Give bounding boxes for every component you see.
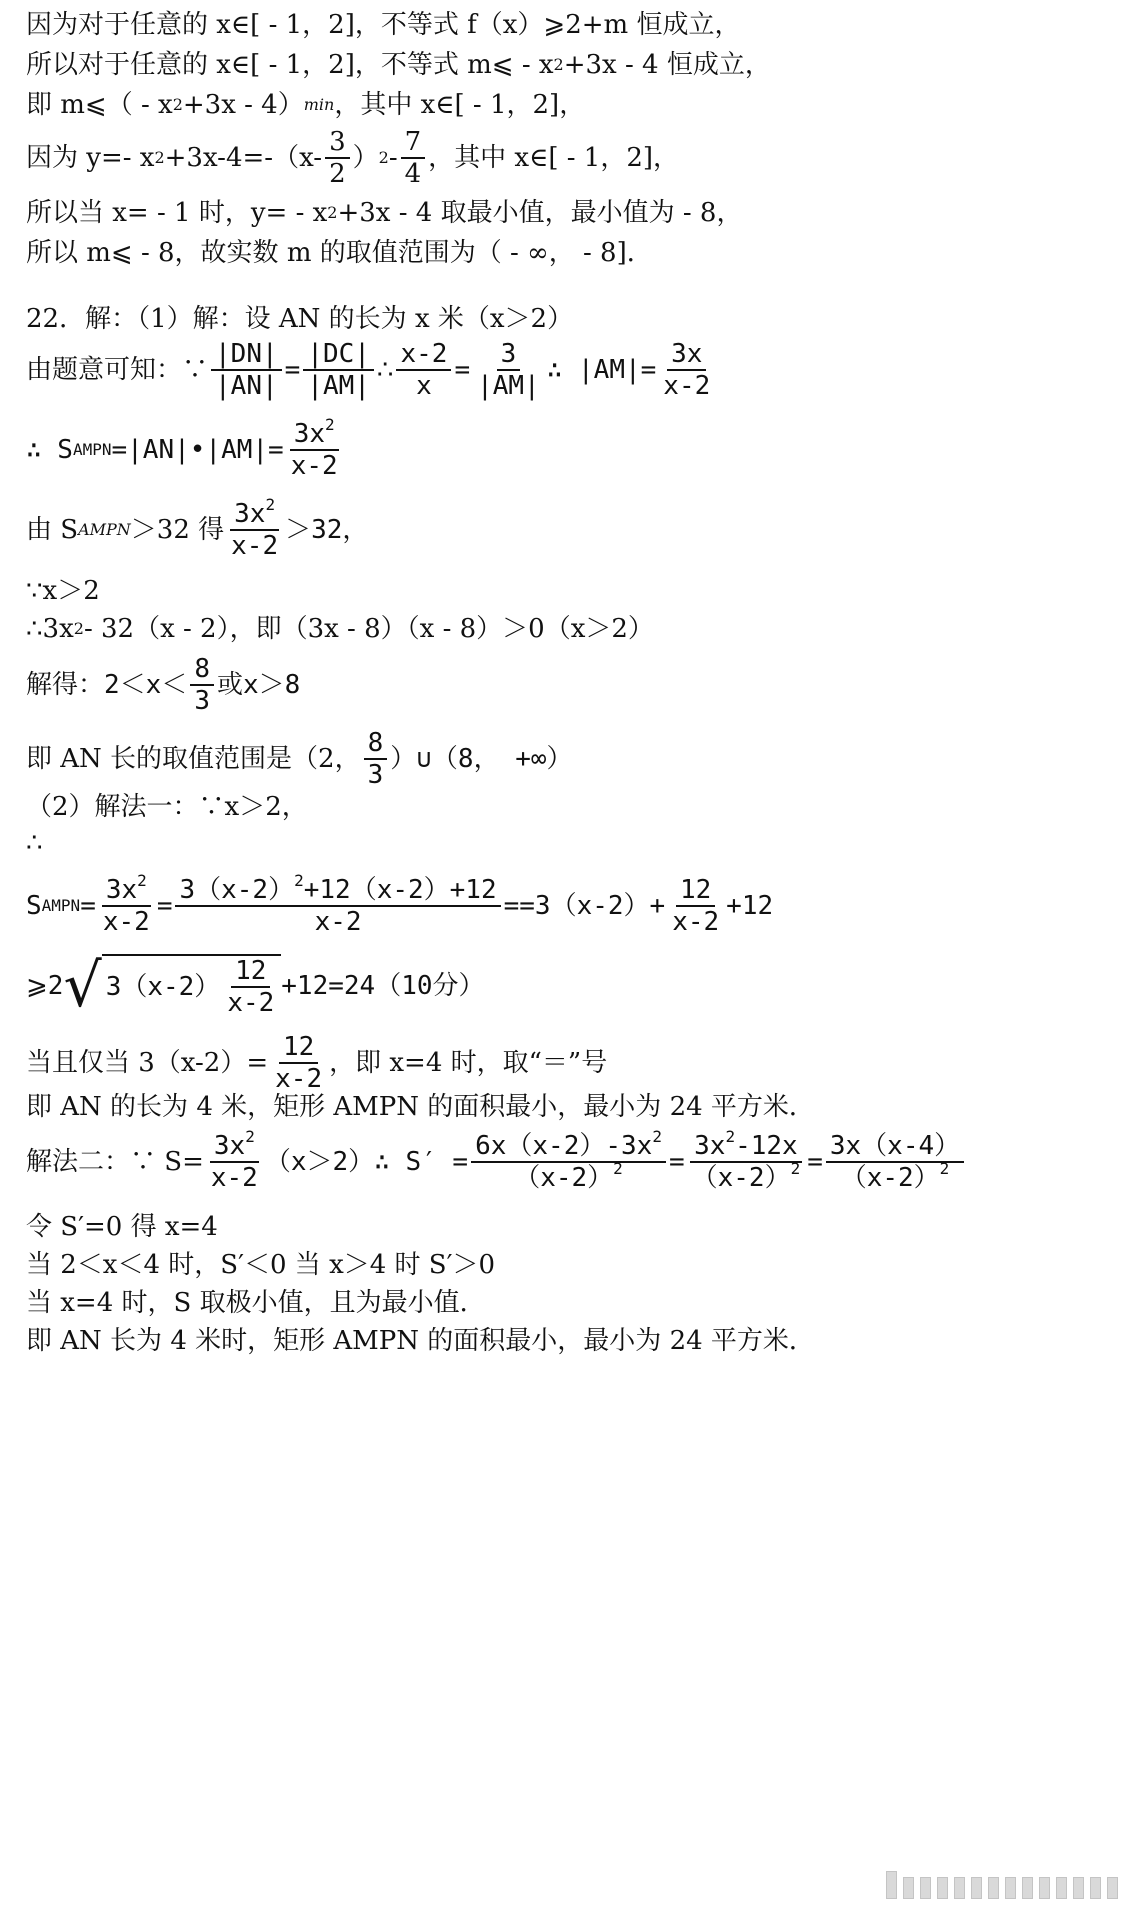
- numerator: 8: [190, 654, 214, 686]
- fraction-derivative-1: [471, 1127, 666, 1193]
- fraction-12-x2: [668, 875, 723, 937]
- text-line-18: [26, 950, 485, 1022]
- fraction-x2-x: [396, 339, 451, 401]
- text-line-13: [26, 652, 300, 718]
- line-3-text-d: ，其中 x∈[ - 1，2]，: [334, 90, 586, 120]
- fraction-3x2-x2: [99, 871, 154, 937]
- line-17-text-a: S: [26, 891, 42, 921]
- line-19-text-a: 当且仅当 3（x-2）=: [26, 1048, 269, 1078]
- numerator: |DC|: [303, 339, 374, 371]
- numerator: [690, 1127, 802, 1163]
- superscript: 2: [939, 1159, 950, 1178]
- numerator: 3x: [667, 339, 706, 371]
- line-5-text-b: +3x - 4 取最小值，最小值为 - 8，: [337, 198, 743, 228]
- line-10-text-d: ＞32，: [285, 515, 369, 545]
- watermark-bar: [903, 1877, 914, 1899]
- numerator: 7: [401, 127, 426, 159]
- fraction-derivative-3: [826, 1131, 964, 1193]
- superscript: 2: [245, 1127, 255, 1146]
- line-12-text-a: ∴3x: [26, 614, 74, 644]
- line-14-text-a: 即 AN 长的取值范围是（2，: [26, 744, 361, 774]
- denominator: x-2: [102, 907, 150, 937]
- superscript: 2: [790, 1159, 801, 1178]
- line-12-text-b: - 32（x - 2），即（3x - 8）（x - 8）＞0（x＞2）: [83, 614, 654, 644]
- superscript: 2: [652, 1127, 662, 1146]
- watermark-bar: [1107, 1877, 1118, 1899]
- num-text-b: -12x: [735, 1131, 798, 1161]
- line-3-text-a: 即 m⩽（ - x: [26, 90, 173, 120]
- watermark-bar: [954, 1877, 965, 1899]
- fraction-3x2-x2: [287, 415, 342, 481]
- text-line-19: [26, 1030, 607, 1096]
- text-line-4: 因为 y=- x 2 +3x-4=-（x- $\frac{3}{2}$ ） 2 - $\frac{7}{4}$ ，其中 x∈[ - 1，2]，: [26, 127, 680, 189]
- equals: =: [454, 355, 471, 385]
- denominator: 3: [194, 686, 210, 716]
- numerator: |DN|: [211, 339, 282, 371]
- watermark-bar: [920, 1877, 931, 1899]
- watermark-bar: [1073, 1877, 1084, 1899]
- num-text: 3x: [213, 1131, 246, 1161]
- den-text: （x-2）: [840, 1163, 940, 1193]
- watermark-bar: [1005, 1877, 1016, 1899]
- numerator: [230, 495, 279, 531]
- numerator: [290, 415, 339, 451]
- text-line-20: [26, 1090, 815, 1124]
- text-line-14: [26, 726, 573, 792]
- text-line-16: [26, 826, 43, 860]
- line-21-text-a: 解法二：∵ S=: [26, 1147, 204, 1177]
- den-text: （x-2）: [514, 1163, 614, 1193]
- superscript: 2: [265, 495, 276, 514]
- denominator: [510, 1159, 627, 1193]
- line-4-text-e: ，其中 x∈[ - 1，2]，: [428, 143, 680, 173]
- watermark-bar: [1056, 1877, 1067, 1899]
- line-7-text: 22．解：（1）解：设 AN 的长为 x 米（x＞2）: [26, 304, 574, 334]
- denominator: [837, 1159, 954, 1193]
- fraction-12-x2: [223, 956, 278, 1018]
- fraction-dn-an: [211, 339, 282, 401]
- denominator: 2: [329, 159, 346, 189]
- line-14-text-b: ）∪（8， +∞）: [390, 744, 573, 774]
- denominator: 4: [404, 159, 422, 189]
- line-13-text-a: 解得：2＜x＜: [26, 670, 188, 700]
- line-15-text: （2）解法一：∵x＞2，: [26, 792, 308, 822]
- fraction-12-x2: [271, 1032, 326, 1094]
- fraction-8-3: [190, 654, 214, 716]
- line-4-text-c: ）: [352, 143, 379, 173]
- num-text: 3x: [105, 875, 138, 905]
- square-root: [63, 951, 281, 1021]
- watermark-bar: [988, 1877, 999, 1899]
- line-8-text-c: ∴ |AM|=: [546, 355, 657, 385]
- line-18-text-c: +12=24（10分）: [281, 971, 485, 1001]
- num-text-a: 3x: [694, 1131, 726, 1161]
- watermark-bar: [971, 1877, 982, 1899]
- radicand-text: 3（x-2）: [105, 972, 221, 1002]
- watermark-bar: [886, 1871, 897, 1899]
- line-3-text-b: +3x - 4）: [182, 90, 304, 120]
- denominator: x-2: [227, 988, 275, 1018]
- equals: =: [503, 891, 520, 921]
- numerator: [175, 871, 500, 907]
- equals: =: [668, 1147, 685, 1177]
- line-11-text: ∵x＞2: [26, 576, 100, 606]
- text-line-10: 由 S AMPN ＞32 得 $\frac{3x^2}{x-2}$ ＞32，: [26, 495, 369, 561]
- text-line-1: [26, 8, 740, 42]
- line-23-text: 当 2＜x＜4 时，S′＜0 当 x＞4 时 S′＞0: [26, 1250, 496, 1280]
- line-2-text-b: +3x - 4 恒成立，: [563, 50, 771, 80]
- num-text: 3x: [234, 499, 266, 529]
- text-line-2: 所以对于任意的 x∈[ - 1，2]，不等式 m⩽ - x 2 +3x - 4 恒成立，: [26, 50, 771, 80]
- numerator: 3x（x-4）: [826, 1131, 964, 1163]
- denominator: x: [416, 371, 432, 401]
- fraction-3-am: [473, 339, 544, 401]
- numerator: 3: [497, 339, 521, 371]
- line-2-text-a: 所以对于任意的 x∈[ - 1，2]，不等式 m⩽ - x: [26, 50, 554, 80]
- line-10-text-c: ＞32 得: [130, 515, 225, 545]
- line-4-text-b: +3x-4=-（x-: [164, 143, 323, 173]
- watermark-bar: [1039, 1877, 1050, 1899]
- line-13-text-b: 或x＞8: [216, 670, 301, 700]
- denominator: x-2: [275, 1064, 323, 1094]
- denominator: x-2: [231, 531, 279, 561]
- denominator: x-2: [210, 1163, 258, 1193]
- fraction-3-2: [325, 127, 350, 189]
- watermark-bar: [937, 1877, 948, 1899]
- num-text-b: +12（x-2）+12: [303, 875, 497, 905]
- text-line-22: [26, 1210, 218, 1244]
- line-8-text-b: ∴: [376, 355, 394, 385]
- superscript: 2: [725, 1127, 736, 1146]
- equals: =: [284, 355, 301, 385]
- watermark-bar: [1022, 1877, 1033, 1899]
- fraction-7-4: [401, 127, 426, 189]
- denominator: x-2: [663, 371, 711, 401]
- line-17-text-c: =3（x-2）+: [519, 891, 666, 921]
- numerator: [471, 1127, 666, 1163]
- fraction-3x-x2: [659, 339, 714, 401]
- line-8-text-a: 由题意可知：∵: [26, 355, 209, 385]
- fraction-3x2-x2: [207, 1127, 262, 1193]
- line-24-text: 当 x=4 时，S 取极小值，且为最小值．: [26, 1288, 486, 1318]
- fraction-3x2-x2: [227, 495, 282, 561]
- line-9-text-a: ∴ S: [26, 435, 73, 465]
- text-line-9: ∴ S AMPN =|AN|•|AM|= $\frac{3x^2}{x-2}$: [26, 414, 345, 486]
- denominator: |AM|: [477, 371, 540, 401]
- den-text: （x-2）: [691, 1163, 791, 1193]
- radical-sign: √: [63, 951, 102, 1021]
- equals: =: [807, 1147, 823, 1177]
- watermark-bars: [886, 1871, 1118, 1899]
- numerator: [102, 871, 151, 907]
- superscript: 2: [613, 1159, 623, 1178]
- text-line-12: ∴3x 2 - 32（x - 2），即（3x - 8）（x - 8）＞0（x＞2）: [26, 614, 654, 644]
- line-17-text-d: +12: [726, 891, 774, 921]
- superscript: 2: [137, 871, 147, 890]
- denominator: |AN|: [215, 371, 278, 401]
- text-line-5: 所以当 x= - 1 时，y= - x 2 +3x - 4 取最小值，最小值为 - 8，: [26, 198, 743, 228]
- superscript: 2: [294, 871, 304, 890]
- text-line-24: [26, 1286, 486, 1320]
- superscript: 2: [325, 415, 335, 434]
- equals: =: [156, 891, 173, 921]
- num-text-a: 3（x-2）: [179, 875, 295, 905]
- radicand: [102, 954, 282, 1018]
- denominator: 3: [367, 760, 384, 790]
- text-line-3: 即 m⩽（ - x 2 +3x - 4） min ，其中 x∈[ - 1，2]，: [26, 90, 586, 120]
- numerator: 12: [676, 875, 715, 907]
- line-4-text-a: 因为 y=- x: [26, 143, 155, 173]
- text-line-25: [26, 1324, 815, 1358]
- denominator: [688, 1159, 805, 1193]
- numerator: 12: [279, 1032, 318, 1064]
- line-21-text-b: （x＞2）∴ S′ =: [264, 1147, 469, 1177]
- line-25-text: 即 AN 长为 4 米时，矩形 AMPN 的面积最小，最小为 24 平方米．: [26, 1326, 815, 1356]
- text-line-6: [26, 236, 653, 270]
- watermark-bar: [1090, 1877, 1101, 1899]
- line-4-text-d: -: [388, 143, 398, 173]
- line-9-text-c: =|AN|•|AM|=: [111, 435, 284, 465]
- fraction-8-3: [364, 728, 388, 790]
- num-text: 3x: [293, 419, 325, 449]
- equals: =: [80, 891, 96, 921]
- denominator: x-2: [314, 907, 362, 937]
- numerator: [210, 1127, 259, 1163]
- line-6-text: 所以 m⩽ - 8，故实数 m 的取值范围为（ - ∞， - 8]．: [26, 238, 653, 268]
- fraction-derivative-2: [688, 1127, 805, 1193]
- text-line-7: [26, 302, 573, 336]
- fraction-expanded: [175, 871, 500, 937]
- num-text: 6x（x-2）-3x: [475, 1131, 653, 1161]
- line-20-text: 即 AN 的长为 4 米，矩形 AMPN 的面积最小，最小为 24 平方米．: [26, 1092, 815, 1122]
- numerator: x-2: [396, 339, 451, 371]
- line-16-text: ∴: [26, 828, 43, 858]
- text-line-17: S AMPN = $\frac{3x^2}{x-2}$ = $\frac{3(x-2)^2+12(x-2)+12}{x-2}$ = =3（x-2）+ $\frac{12}{x-2}$ +12: [26, 871, 774, 937]
- line-19-text-b: ，即 x=4 时，取“＝”号: [329, 1048, 608, 1078]
- text-line-23: [26, 1248, 495, 1282]
- line-10-text-a: 由 S: [26, 515, 79, 545]
- line-22-text: 令 S′=0 得 x=4: [26, 1212, 218, 1242]
- text-line-21: [26, 1126, 967, 1198]
- line-5-text-a: 所以当 x= - 1 时，y= - x: [26, 198, 328, 228]
- text-line-11: [26, 574, 100, 608]
- line-1-text: 因为对于任意的 x∈[ - 1，2]，不等式 f（x）⩾2+m 恒成立，: [26, 10, 741, 40]
- text-line-8: [26, 334, 717, 406]
- numerator: 12: [231, 956, 270, 988]
- fraction-dc-am: [303, 339, 374, 401]
- denominator: x-2: [672, 907, 720, 937]
- line-18-text-a: ⩾2: [26, 971, 64, 1001]
- denominator: |AM|: [307, 371, 370, 401]
- numerator: 8: [364, 728, 388, 760]
- text-line-15: [26, 790, 308, 824]
- denominator: x-2: [290, 451, 338, 481]
- numerator: 3: [325, 127, 350, 159]
